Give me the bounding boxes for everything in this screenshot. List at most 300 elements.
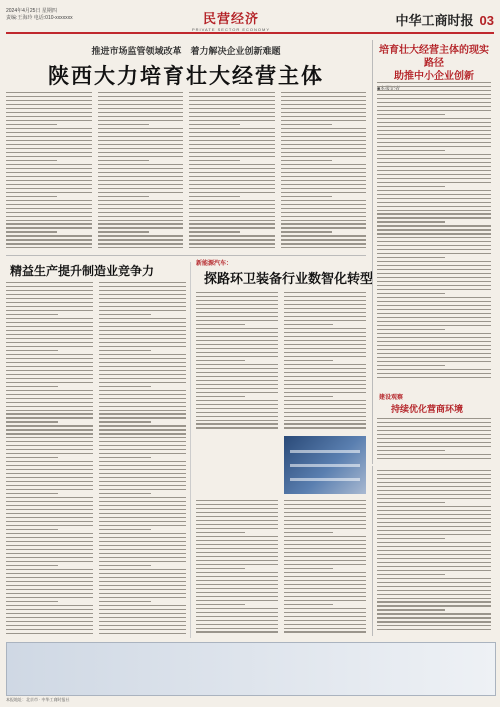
text-line (196, 420, 278, 421)
text-line (377, 458, 491, 459)
text-line (377, 522, 491, 523)
text-line (377, 546, 491, 547)
third-story-body-lower (196, 500, 366, 638)
paper-name (396, 10, 494, 29)
text-line (99, 290, 186, 291)
text-line (98, 104, 184, 105)
text-line (6, 140, 92, 141)
page-number: 03 (479, 13, 494, 28)
text-line (99, 545, 186, 546)
text-line (6, 417, 93, 418)
text-line (281, 184, 367, 185)
footer: 本报地址：北京市 · 中华工商时报社 (6, 697, 70, 702)
text-line (196, 500, 278, 501)
text-line (189, 176, 275, 177)
text-line (98, 164, 184, 165)
text-line (189, 140, 275, 141)
text-line (99, 521, 186, 522)
sidebar-body (377, 82, 491, 382)
text-line (189, 124, 240, 125)
text-line (6, 613, 93, 614)
text-line (377, 598, 491, 599)
text-line (284, 528, 366, 529)
text-line (99, 413, 186, 414)
text-line (377, 301, 491, 302)
text-line (6, 306, 93, 307)
text-line (196, 576, 278, 577)
text-line (196, 368, 278, 369)
text-line (189, 192, 275, 193)
text-line (377, 474, 491, 475)
text-line (189, 208, 275, 209)
text-line (284, 584, 366, 585)
text-line (377, 257, 445, 258)
text-line (281, 200, 367, 201)
text-line (189, 156, 275, 157)
text-line (377, 122, 491, 123)
text-line (377, 142, 491, 143)
text-line (281, 204, 367, 205)
text-line (196, 568, 245, 569)
text-line (99, 354, 186, 355)
text-line (6, 188, 92, 189)
text-column (6, 92, 92, 251)
text-line (99, 410, 186, 411)
text-line (377, 305, 491, 306)
text-line (377, 482, 491, 483)
text-line (284, 404, 366, 405)
text-line (281, 188, 367, 189)
text-line (377, 321, 491, 322)
text-line (189, 96, 275, 97)
text-line (196, 552, 278, 553)
text-line (284, 384, 366, 385)
text-line (6, 231, 57, 232)
text-line (377, 345, 491, 346)
text-line (196, 324, 245, 325)
text-line (99, 609, 186, 610)
text-line (99, 346, 186, 347)
text-line (196, 520, 278, 521)
text-line (196, 572, 278, 573)
text-line (284, 356, 366, 357)
second-story-headline: 精益生产提升制造业竞争力 (10, 264, 155, 278)
text-line (6, 429, 93, 430)
text-line (99, 593, 186, 594)
text-line (284, 516, 366, 517)
text-line (377, 490, 491, 491)
text-line (377, 202, 491, 203)
text-line (377, 530, 491, 531)
text-line (281, 220, 367, 221)
text-line (99, 453, 186, 454)
text-line (99, 318, 186, 319)
text-line (196, 384, 278, 385)
text-line (196, 400, 278, 401)
text-line (377, 317, 491, 318)
text-line (284, 524, 366, 525)
text-line (377, 118, 491, 119)
text-line (196, 344, 278, 345)
text-line (284, 592, 366, 593)
text-line (196, 312, 278, 313)
text-line (284, 631, 366, 632)
text-line (189, 136, 275, 137)
text-line (281, 231, 332, 232)
text-line (377, 110, 491, 111)
text-line (6, 609, 93, 610)
text-line (99, 621, 186, 622)
text-line (98, 96, 184, 97)
text-line (281, 168, 367, 169)
text-line (6, 517, 93, 518)
text-line (196, 540, 278, 541)
text-line (377, 325, 491, 326)
text-line (6, 294, 93, 295)
text-line (281, 243, 367, 244)
text-line (377, 369, 491, 370)
text-line (284, 336, 366, 337)
text-line (377, 514, 491, 515)
text-line (6, 529, 58, 530)
text-line (281, 172, 367, 173)
text-line (281, 116, 367, 117)
text-line (189, 243, 275, 244)
text-line (284, 412, 366, 413)
text-line (377, 361, 491, 362)
text-line (377, 237, 491, 238)
text-line (284, 332, 366, 333)
text-line (6, 156, 92, 157)
text-line (189, 204, 275, 205)
text-line (99, 358, 186, 359)
text-line (377, 269, 491, 270)
text-line (6, 235, 92, 236)
text-line (6, 541, 93, 542)
masthead-date: 2024年4月25日 星期四 (6, 8, 57, 14)
text-line (196, 600, 278, 601)
text-line (98, 223, 184, 224)
text-line (377, 138, 491, 139)
text-line (98, 184, 184, 185)
text-line (377, 313, 491, 314)
text-line (284, 372, 366, 373)
text-line (196, 580, 278, 581)
text-line (189, 223, 275, 224)
text-line (98, 92, 184, 93)
text-line (281, 247, 367, 248)
text-line (196, 556, 278, 557)
text-line (99, 541, 186, 542)
text-line (98, 216, 184, 217)
text-line (6, 533, 93, 534)
text-line (377, 554, 491, 555)
text-line (196, 356, 278, 357)
text-line (281, 108, 367, 109)
text-line (189, 184, 275, 185)
text-line (377, 365, 445, 366)
text-line (281, 192, 367, 193)
text-line (196, 360, 245, 361)
text-line (6, 100, 92, 101)
text-line (6, 216, 92, 217)
photo-detail (290, 450, 360, 453)
text-line (284, 376, 366, 377)
text-line (377, 430, 491, 431)
column-divider (190, 262, 191, 638)
text-line (99, 513, 186, 514)
text-column (189, 92, 275, 251)
text-line (98, 208, 184, 209)
text-line (6, 132, 92, 133)
text-line (6, 465, 93, 466)
text-line (281, 160, 332, 161)
text-line (99, 505, 186, 506)
sidebar-column-lower (372, 466, 495, 636)
text-line (284, 628, 366, 629)
text-line (99, 473, 186, 474)
text-line (98, 156, 184, 157)
text-line (6, 565, 58, 566)
text-line (196, 388, 278, 389)
text-line (377, 265, 491, 266)
text-line (377, 518, 491, 519)
text-line (284, 520, 366, 521)
text-line (98, 124, 149, 125)
text-line (284, 308, 366, 309)
text-line (98, 152, 184, 153)
text-line (99, 390, 186, 391)
text-line (99, 429, 186, 430)
text-line (99, 334, 186, 335)
text-line (377, 478, 491, 479)
text-line (281, 196, 332, 197)
text-line (281, 104, 367, 105)
text-line (6, 334, 93, 335)
text-line (6, 116, 92, 117)
text-line (377, 629, 491, 630)
text-line (284, 572, 366, 573)
text-line (377, 357, 491, 358)
section-name-en: PRIVATE SECTOR ECONOMY (191, 27, 270, 32)
text-line (99, 633, 186, 634)
text-line (196, 544, 278, 545)
text-line (6, 290, 93, 291)
text-line (189, 112, 275, 113)
text-line (196, 296, 278, 297)
text-line (377, 253, 491, 254)
text-line (377, 438, 491, 439)
text-line (99, 477, 186, 478)
text-line (189, 148, 275, 149)
text-line (6, 302, 93, 303)
text-line (6, 223, 92, 224)
text-line (6, 445, 93, 446)
text-line (196, 300, 278, 301)
text-line (377, 422, 491, 423)
text-line (284, 564, 366, 565)
text-line (377, 126, 491, 127)
text-line (196, 308, 278, 309)
text-line (377, 150, 445, 151)
text-line (196, 372, 278, 373)
text-line (284, 500, 366, 501)
text-line (6, 545, 93, 546)
text-line (377, 289, 491, 290)
text-line (377, 174, 491, 175)
text-line (6, 433, 93, 434)
text-line (6, 557, 93, 558)
text-line (377, 90, 491, 91)
text-line (98, 200, 184, 201)
text-line (196, 524, 278, 525)
text-line (99, 581, 186, 582)
text-line (284, 368, 366, 369)
text-line (99, 461, 186, 462)
text-line (196, 304, 278, 305)
text-line (6, 346, 93, 347)
text-line (6, 573, 93, 574)
text-line (6, 120, 92, 121)
text-line (196, 336, 278, 337)
text-line (6, 326, 93, 327)
text-line (377, 98, 491, 99)
text-line (99, 573, 186, 574)
text-line (98, 100, 184, 101)
text-line (284, 352, 366, 353)
text-line (6, 286, 93, 287)
text-line (99, 577, 186, 578)
text-line (284, 348, 366, 349)
text-line (99, 366, 186, 367)
text-line (196, 412, 278, 413)
text-line (196, 532, 245, 533)
text-line (284, 536, 366, 537)
text-line (99, 286, 186, 287)
text-line (284, 427, 366, 428)
text-line (196, 628, 278, 629)
text-line (377, 426, 491, 427)
text-line (284, 380, 366, 381)
text-line (6, 410, 93, 411)
paper-title: 中华工商时报 (395, 13, 474, 28)
text-line (6, 549, 93, 550)
main-story-headline: 陕西大力培育壮大经营主体 (48, 63, 324, 88)
text-line (6, 104, 92, 105)
text-line (99, 282, 186, 283)
text-line (196, 348, 278, 349)
text-line (377, 454, 491, 455)
text-line (189, 92, 275, 93)
text-line (377, 486, 491, 487)
text-line (196, 548, 278, 549)
text-line (284, 420, 366, 421)
text-line (99, 386, 151, 387)
text-line (284, 544, 366, 545)
text-line (377, 281, 491, 282)
text-line (6, 501, 93, 502)
text-line (196, 612, 278, 613)
text-line (6, 184, 92, 185)
text-line (377, 114, 445, 115)
text-line (281, 128, 367, 129)
text-line (284, 512, 366, 513)
text-line (6, 164, 92, 165)
text-line (6, 298, 93, 299)
text-line (281, 156, 367, 157)
text-line (98, 108, 184, 109)
text-line (6, 477, 93, 478)
text-line (284, 344, 366, 345)
text-line (196, 423, 278, 424)
text-line (6, 148, 92, 149)
text-line (98, 196, 149, 197)
text-line (99, 449, 186, 450)
text-line (98, 128, 184, 129)
text-column (377, 82, 491, 381)
text-line (99, 378, 186, 379)
text-line (196, 560, 278, 561)
text-line (377, 446, 491, 447)
text-line (98, 212, 184, 213)
text-line (189, 116, 275, 117)
text-line (196, 352, 278, 353)
text-line (377, 526, 491, 527)
text-line (6, 425, 93, 426)
text-line (98, 192, 184, 193)
third-story-label: 新能源汽车： (196, 260, 233, 267)
text-line (281, 92, 367, 93)
text-line (99, 489, 186, 490)
text-line (377, 590, 491, 591)
text-line (377, 582, 491, 583)
text-line (98, 188, 184, 189)
text-line (98, 176, 184, 177)
text-line (377, 261, 491, 262)
text-column (281, 92, 367, 251)
text-line (6, 473, 93, 474)
text-line (6, 449, 93, 450)
text-line (377, 566, 491, 567)
text-line (196, 396, 245, 397)
text-line (377, 594, 491, 595)
text-line (284, 548, 366, 549)
text-line (6, 338, 93, 339)
text-line (6, 314, 58, 315)
text-line (284, 580, 366, 581)
text-line (99, 338, 186, 339)
text-line (6, 581, 93, 582)
text-line (189, 235, 275, 236)
text-line (99, 350, 151, 351)
text-line (196, 376, 278, 377)
text-line (281, 180, 367, 181)
text-line (99, 382, 186, 383)
photo-detail (290, 478, 360, 481)
text-line (99, 310, 186, 311)
text-line (6, 390, 93, 391)
text-line (99, 509, 186, 510)
text-line (6, 362, 93, 363)
text-line (189, 144, 275, 145)
text-line (6, 469, 93, 470)
third-story-body (196, 292, 366, 432)
text-line (377, 309, 491, 310)
text-line (6, 330, 93, 331)
text-line (6, 160, 57, 161)
text-line (6, 172, 92, 173)
text-line (377, 82, 491, 83)
